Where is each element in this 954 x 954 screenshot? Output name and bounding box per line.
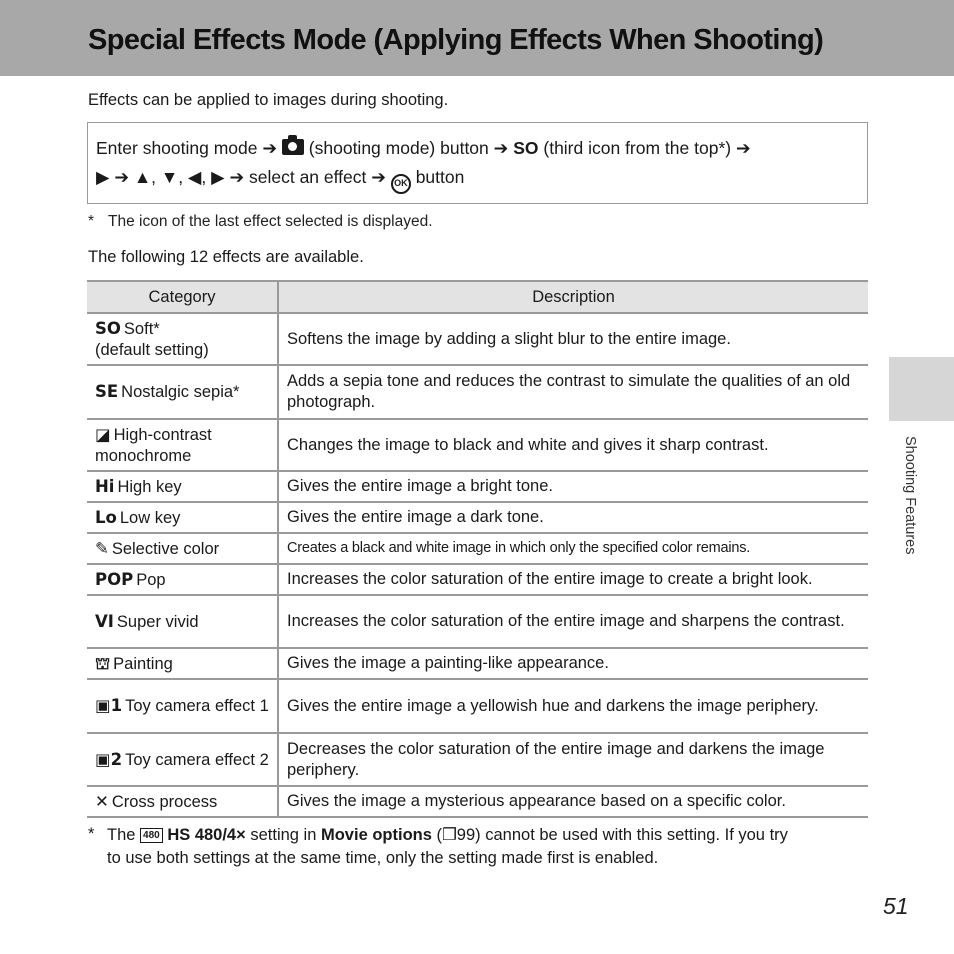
description-cell: Gives the entire image a dark tone.	[278, 502, 868, 533]
intro-text: Effects can be applied to images during shooting.	[88, 91, 449, 109]
description-cell: Gives the image a mysterious appearance based on a specific color.	[278, 786, 868, 817]
soft-effect-icon: SO	[513, 138, 539, 158]
fn-text: to use both settings at the same time, only the setting made first is enabled.	[107, 849, 659, 867]
description-cell: Gives the image a painting-like appearance.	[278, 648, 868, 679]
category-cell	[87, 564, 278, 595]
category-label: Nostalgic sepia*	[121, 383, 240, 401]
instr-shooting-mode-button: (shooting mode) button	[308, 138, 489, 158]
table-row	[87, 313, 868, 365]
fn-text: ) cannot be used with this setting. If you try	[475, 826, 788, 844]
instruction-line-1	[96, 134, 859, 163]
arrow-icon: ➔	[371, 167, 386, 187]
description-cell: Changes the image to black and white and gives it sharp contrast.	[278, 419, 868, 471]
category-cell	[87, 733, 278, 786]
category-cell	[87, 471, 278, 502]
high-key-icon: Hi	[95, 476, 115, 496]
header-category: Category	[87, 281, 278, 313]
category-label: Selective color	[111, 539, 220, 558]
description-cell: Creates a black and white image in which only the specified color remains.	[278, 533, 868, 564]
movie-hs-icon: 480	[140, 828, 163, 843]
arrow-icon: ➔	[735, 138, 751, 158]
ok-button-icon: OK	[391, 174, 411, 194]
table-row	[87, 733, 868, 786]
footnote-text: The icon of the last effect selected is displayed.	[108, 213, 433, 230]
category-cell	[87, 786, 278, 817]
category-cell	[87, 313, 278, 365]
category-label: High key	[117, 477, 182, 496]
arrow-icon: ➔	[493, 138, 509, 158]
category-cell	[87, 595, 278, 648]
description-cell: Softens the image by adding a slight blur to the entire image.	[278, 313, 868, 365]
category-label: Super vivid	[116, 612, 199, 631]
table-row	[87, 502, 868, 533]
monochrome-icon: ◪	[95, 424, 111, 444]
category-label: Toy camera effect 1	[125, 697, 269, 715]
category-label: Cross process	[111, 792, 218, 811]
footnote-icon-note	[88, 213, 433, 231]
table-row	[87, 786, 868, 817]
instruction-line-2	[96, 163, 859, 194]
page-number: 51	[883, 893, 909, 919]
table-row	[87, 533, 868, 564]
table-row	[87, 365, 868, 419]
table-row	[87, 595, 868, 648]
category-cell	[87, 648, 278, 679]
instr-button: button	[415, 167, 465, 187]
description-cell: Gives the entire image a bright tone.	[278, 471, 868, 502]
footnote-mark: *	[88, 825, 95, 843]
instr-enter: Enter shooting mode	[96, 138, 258, 158]
low-key-icon: Lo	[95, 507, 117, 527]
category-label: Pop	[136, 570, 166, 589]
fn-text: The	[107, 826, 136, 844]
side-tab	[889, 357, 954, 421]
table-row	[87, 564, 868, 595]
category-cell	[87, 365, 278, 419]
fn-hs-label: HS 480/4×	[167, 826, 246, 844]
page-title: Special Effects Mode (Applying Effects When Shooting)	[88, 24, 824, 56]
table-row	[87, 419, 868, 471]
side-section-label: Shooting Features	[902, 436, 918, 555]
table-row	[87, 471, 868, 502]
soft-icon: SO	[95, 318, 121, 338]
available-effects-text: The following 12 effects are available.	[88, 248, 364, 266]
description-cell: Decreases the color saturation of the entire image and darkens the image periphery.	[278, 733, 868, 786]
selective-color-icon: ✎	[95, 538, 109, 558]
sepia-icon: SE	[95, 382, 119, 401]
instruction-box	[87, 122, 868, 204]
footnote-mark: *	[88, 213, 95, 230]
pop-icon: POP	[95, 569, 134, 589]
category-cell	[87, 502, 278, 533]
category-cell	[87, 533, 278, 564]
category-label: High-contrast monochrome	[95, 425, 212, 465]
cross-process-icon: ✕	[95, 791, 109, 811]
description-cell: Gives the entire image a yellowish hue and darkens the image periphery.	[278, 679, 868, 733]
description-cell: Increases the color saturation of the entire image to create a bright look.	[278, 564, 868, 595]
description-cell: Adds a sepia tone and reduces the contrast to simulate the qualities of an old photograph.	[278, 365, 868, 419]
fn-ref-page: 99	[456, 826, 476, 844]
header-description: Description	[278, 281, 868, 313]
toy-camera-1-icon: ▣1	[95, 696, 123, 715]
footnote-body	[88, 823, 878, 870]
effects-table	[87, 280, 868, 818]
fn-text: setting in	[250, 826, 317, 844]
toy-camera-2-icon: ▣2	[95, 749, 123, 769]
description-cell: Increases the color saturation of the entire image and sharpens the contrast.	[278, 595, 868, 648]
category-cell	[87, 679, 278, 733]
category-label: Painting	[113, 654, 173, 673]
fn-text: (	[436, 826, 442, 844]
category-sublabel: (default setting)	[95, 340, 209, 359]
camera-icon	[282, 139, 304, 155]
instr-select-effect: select an effect	[249, 167, 367, 187]
category-label: Soft*	[123, 319, 160, 338]
table-row	[87, 679, 868, 733]
table-row	[87, 648, 868, 679]
multi-selector-icons: ▶ ➔ ▲, ▼, ◀, ▶	[96, 167, 225, 187]
category-cell	[87, 419, 278, 471]
footnote-movie-options	[88, 823, 878, 870]
arrow-icon: ➔	[229, 167, 245, 187]
painting-icon: ⛫	[95, 653, 111, 673]
instr-third-icon: (third icon from the top*)	[543, 138, 732, 158]
super-vivid-icon: VI	[95, 611, 114, 631]
book-reference-icon: ❒	[442, 825, 457, 844]
category-label: Low key	[119, 508, 181, 527]
arrow-icon: ➔	[262, 138, 278, 158]
category-label: Toy camera effect 2	[125, 750, 269, 769]
fn-movie-options: Movie options	[320, 826, 432, 844]
table-header-row	[87, 281, 868, 313]
